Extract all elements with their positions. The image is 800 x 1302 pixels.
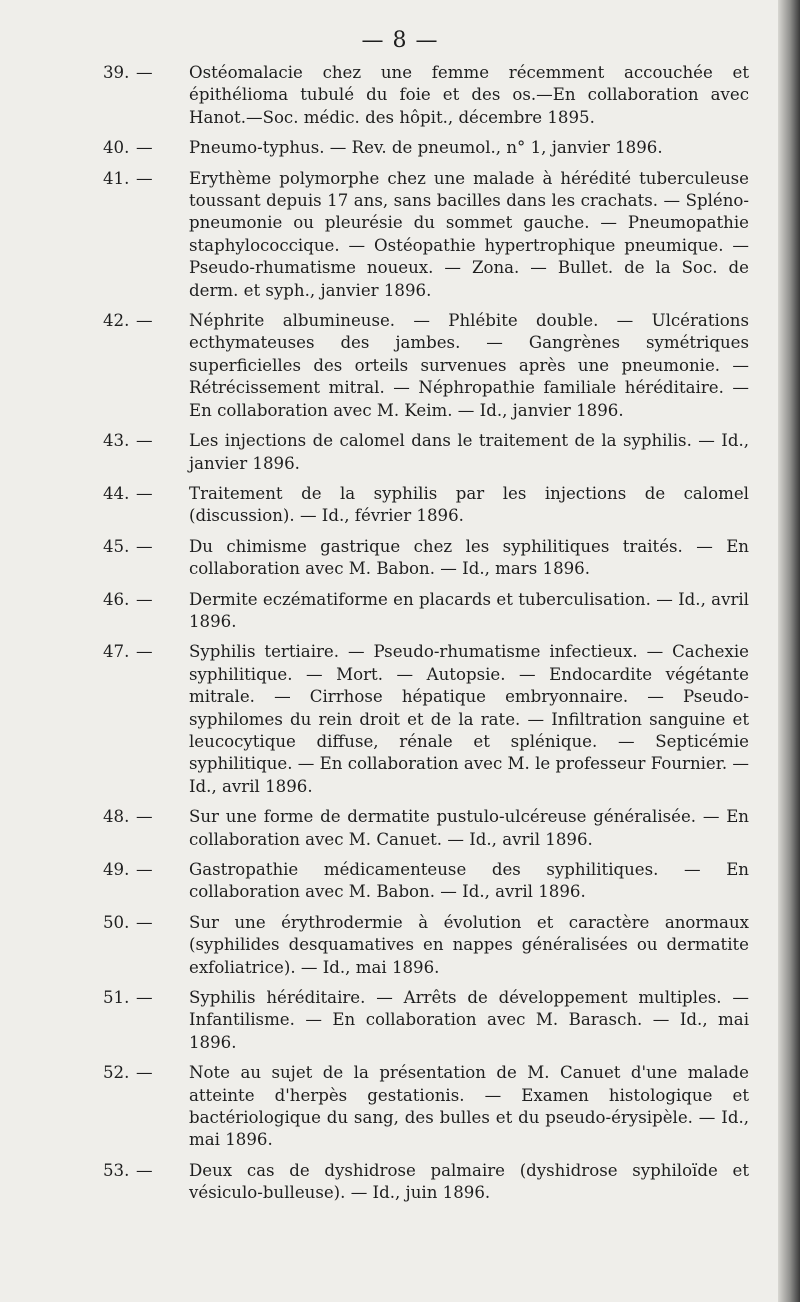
page-edge-shadow: [778, 0, 800, 1302]
entry-dash: —: [136, 483, 153, 503]
entry-text: Note au sujet de la présentation de M. Canuet d'une malade atteinte d'herpès gestationis. — Examen histologique et bactériologique du sang, des bulles et du pseudo-érysipèle. — Id., mai 1896.: [189, 1063, 749, 1150]
list-item: [103, 912, 749, 979]
entry-number: 50.: [103, 912, 130, 932]
entry-number: 51.: [103, 988, 130, 1008]
page-number: — 8 —: [361, 28, 439, 53]
list-item: [103, 641, 749, 798]
entry-dash: —: [136, 860, 153, 879]
list-item: [103, 1062, 749, 1152]
entry-number: 42.: [103, 311, 130, 331]
list-item: [103, 806, 749, 851]
list-item: [103, 430, 749, 475]
entry-text: Sur une forme de dermatite pustulo-ulcéreuse généralisée. — En collaboration avec M. Canuet. — Id., avril 1896.: [189, 807, 749, 849]
entry-number: 45.: [103, 536, 130, 556]
entry-text: Syphilis héréditaire. — Arrêts de développement multiples. — Infantilisme. — En collaboration avec M. Barasch. — Id., mai 1896.: [189, 988, 749, 1052]
entry-number: 44.: [103, 483, 130, 503]
entry-dash: —: [136, 63, 153, 82]
bibliography-list: [103, 62, 749, 1213]
entry-dash: —: [136, 807, 153, 827]
entry-text: Les injections de calomel dans le traitement de la syphilis. — Id., janvier 1896.: [189, 431, 749, 473]
entry-number: 46.: [103, 589, 130, 609]
entry-dash: —: [136, 1063, 153, 1083]
list-item: [103, 1160, 749, 1205]
entry-number: 47.: [103, 642, 130, 662]
entry-text: Sur une érythrodermie à évolution et caractère anormaux (syphilides desquamatives en nappes généralisées ou dermatite exfoliatrice). — Id., mai 1896.: [189, 912, 749, 977]
entry-dash: —: [136, 589, 153, 609]
entry-dash: —: [136, 912, 153, 932]
entry-dash: —: [136, 311, 153, 331]
entry-number: 43.: [103, 431, 130, 451]
entry-text: Pneumo-typhus. — Rev. de pneumol., n° 1, janvier 1896.: [189, 138, 663, 158]
entry-dash: —: [136, 138, 153, 158]
entry-dash: —: [136, 431, 153, 451]
list-item: [103, 310, 749, 422]
entry-dash: —: [136, 1160, 153, 1180]
entry-dash: —: [136, 988, 153, 1008]
entry-number: 48.: [103, 807, 130, 827]
entry-number: 53.: [103, 1160, 130, 1180]
entry-text: Néphrite albumineuse. — Phlébite double. — Ulcérations ecthymateuses des jambes. — Gangrènes symétriques superficielles des orteils survenues après une pneumonie. — Rétrécissement mitral. — Néphropathie familiale héréditaire. — En collaboration avec M. Keim. — Id., janvier 1896.: [189, 311, 749, 420]
entry-text: Syphilis tertiaire. — Pseudo-rhumatisme infectieux. — Cachexie syphilitique. — Mort. — Autopsie. — Endocardite végétante mitrale. — Cirrhose hépatique embryonnaire. — Pseudo-syphilomes du rein droit et de la rate. — Infiltration sanguine et leucocytique diffuse, rénale et splénique. — Septicémie syphilitique. — En collaboration avec M. le professeur Fournier. — Id., avril 1896.: [189, 642, 750, 796]
list-item: [103, 589, 749, 634]
entry-dash: —: [136, 536, 153, 556]
list-item: [103, 168, 749, 302]
entry-text: Erythème polymorphe chez une malade à hérédité tuberculeuse toussant depuis 17 ans, sans bacilles dans les crachats. — Spléno-pneumonie ou pleurésie du sommet gauche. — Pneumopathie staphylococcique. — Ostéopathie hypertrophique pneumique. — Pseudo-rhumatisme noueux. — Zona. — Bullet. de la Soc. de derm. et syph., janvier 1896.: [189, 168, 749, 300]
entry-number: 39.: [103, 63, 130, 82]
entry-number: 40.: [103, 138, 130, 158]
list-item: [103, 987, 749, 1054]
entry-text: Deux cas de dyshidrose palmaire (dyshidrose syphiloïde et vésiculo-bulleuse). — Id., juin 1896.: [189, 1160, 749, 1203]
list-item: [103, 536, 749, 581]
list-item: [103, 137, 749, 159]
entry-text: Ostéomalacie chez une femme récemment accouchée et épithélioma tubulé du foie et des os.—En collaboration avec Hanot.—Soc. médic. des hôpit., décembre 1895.: [189, 63, 749, 127]
entry-text: Gastropathie médicamenteuse des syphilitiques. — En collaboration avec M. Babon. — Id., avril 1896.: [189, 860, 749, 902]
entry-dash: —: [136, 168, 153, 188]
entry-dash: —: [136, 642, 153, 662]
entry-number: 41.: [103, 168, 130, 188]
entry-text: Traitement de la syphilis par les injections de calomel (discussion). — Id., février 1896.: [189, 483, 749, 526]
list-item: [103, 62, 749, 129]
entry-number: 49.: [103, 860, 130, 879]
list-item: [103, 859, 749, 904]
entry-number: 52.: [103, 1063, 130, 1083]
entry-text: Dermite eczématiforme en placards et tuberculisation. — Id., avril 1896.: [189, 589, 749, 631]
list-item: [103, 483, 749, 528]
entry-text: Du chimisme gastrique chez les syphilitiques traités. — En collaboration avec M. Babon. — Id., mars 1896.: [189, 536, 749, 579]
